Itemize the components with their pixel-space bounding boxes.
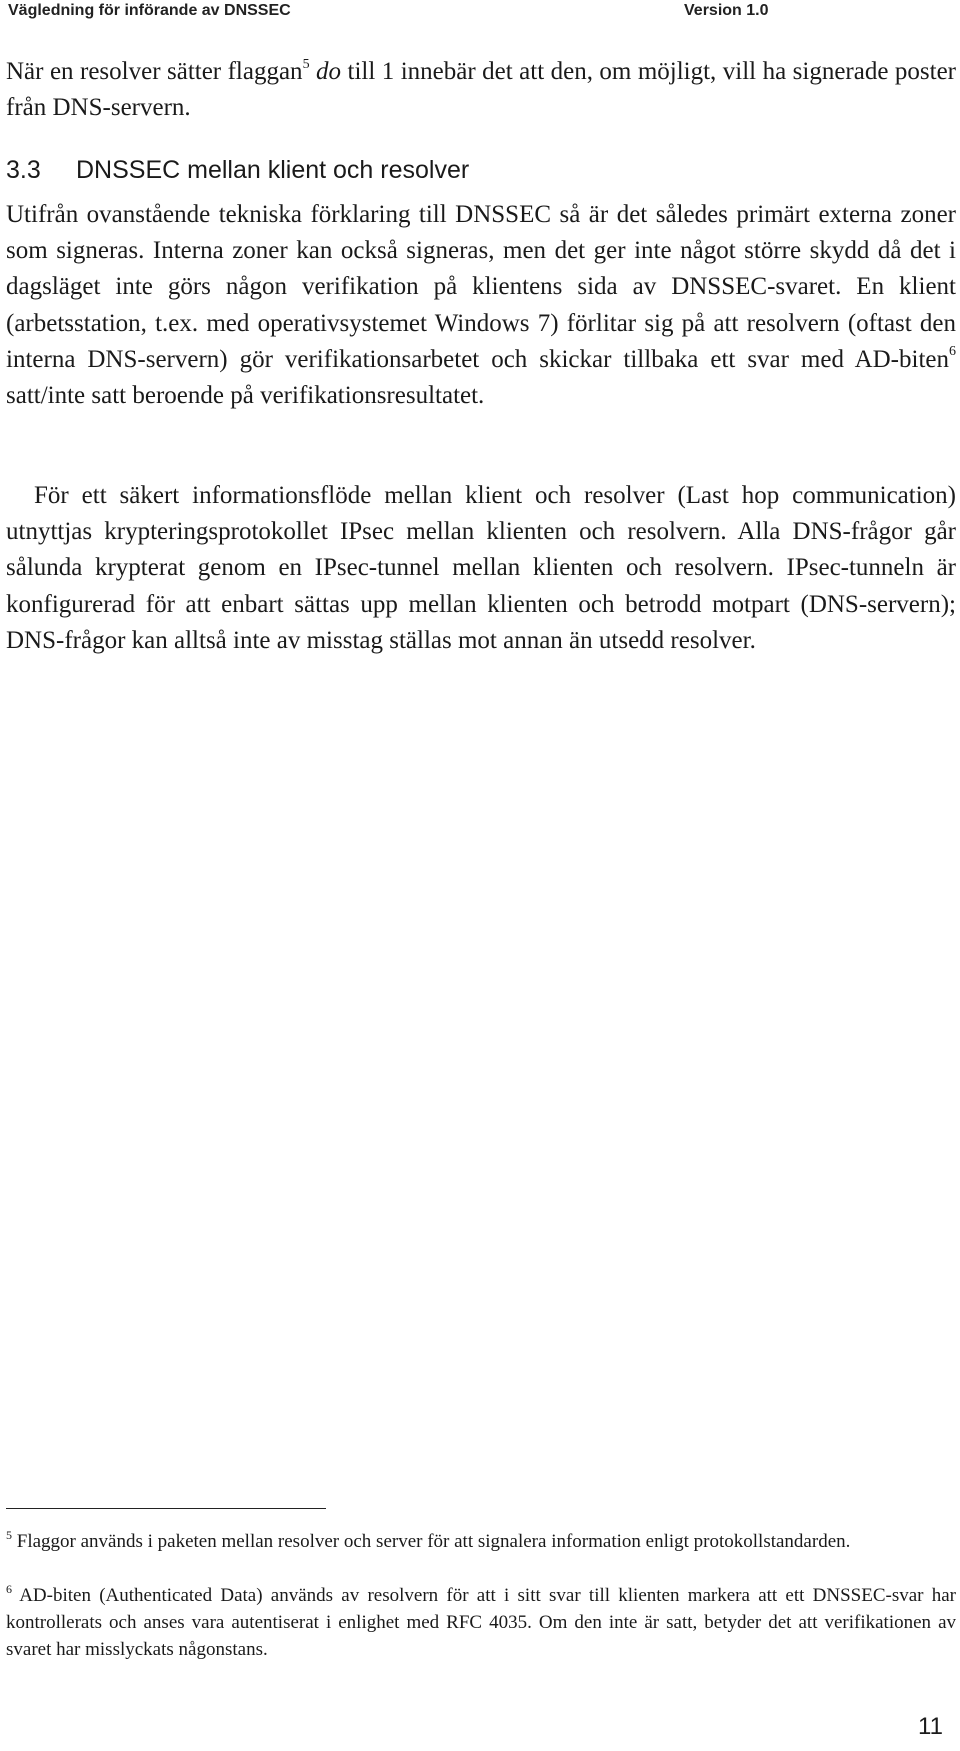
paragraph-text: till 1 innebär det att den, om möjligt, vill ha signerade poster från DNS-servern. <box>6 58 956 122</box>
footnote-text: Flaggor används i paketen mellan resolver och server för att signalera information enligt protokollstandarden. <box>16 1531 851 1552</box>
footnote-marker: 5 <box>6 1527 12 1542</box>
page-header <box>8 0 769 22</box>
section-number: 3.3 <box>6 156 41 184</box>
footnote-5 <box>6 1528 956 1555</box>
footnote-ref-6[interactable]: 6 <box>949 344 956 360</box>
do-flag-term: do <box>316 58 342 85</box>
footnote-separator <box>6 1508 326 1509</box>
paragraph-do-flag <box>6 54 956 126</box>
document-title: Vägledning för införande av DNSSEC <box>8 2 291 19</box>
footnote-ref-5[interactable]: 5 <box>302 56 310 72</box>
section-title: DNSSEC mellan klient och resolver <box>76 156 470 184</box>
paragraph-client-resolver <box>6 197 956 414</box>
footnote-marker: 6 <box>6 1581 12 1596</box>
paragraph-text: När en resolver sätter flaggan <box>6 58 303 85</box>
footnote-text: AD-biten (Authenticated Data) används av resolvern för att i sitt svar till klienten markera att ett DNSSEC-svar har kontrollerats och anses vara autentiserat i enlighet med RFC 4035. Om den inte är satt, betyder det att verifikationen av svaret har misslyckats någonstans. <box>6 1585 956 1660</box>
section-heading <box>6 153 469 187</box>
page-number: 11 <box>918 1713 943 1740</box>
document-version: Version 1.0 <box>684 2 769 19</box>
paragraph-text: Utifrån ovanstående tekniska förklaring till DNSSEC så är det således primärt externa zoner som signeras. Interna zoner kan också signeras, men det ger inte något större skydd då det i dagsläget inte görs någon verifikation på klientens sida av DNSSEC-svaret. En klient (arbetsstation, t.ex. med operativsystemet Windows 7) förlitar sig på att resolvern (oftast den interna DNS-servern) gör verifikationsarbetet och skickar tillbaka ett svar med AD-biten <box>6 201 956 373</box>
footnote-6 <box>6 1582 956 1663</box>
paragraph-text: satt/inte satt beroende på verifikationsresultatet. <box>6 382 485 410</box>
paragraph-text: För ett säkert informationsflöde mellan klient och resolver (Last hop communication) utnyttjas krypteringsprotokollet IPsec mellan klienten och resolvern. Alla DNS-frågor går sålunda krypterat genom en IPsec-tunnel mellan klienten och resolvern. IPsec-tunneln är konfigurerad för att enbart sättas upp mellan klienten och betrodd motpart (DNS-servern); DNS-frågor kan alltså inte av misstag ställas mot annan än utsedd resolver. <box>6 482 956 654</box>
paragraph-ipsec <box>6 478 956 659</box>
